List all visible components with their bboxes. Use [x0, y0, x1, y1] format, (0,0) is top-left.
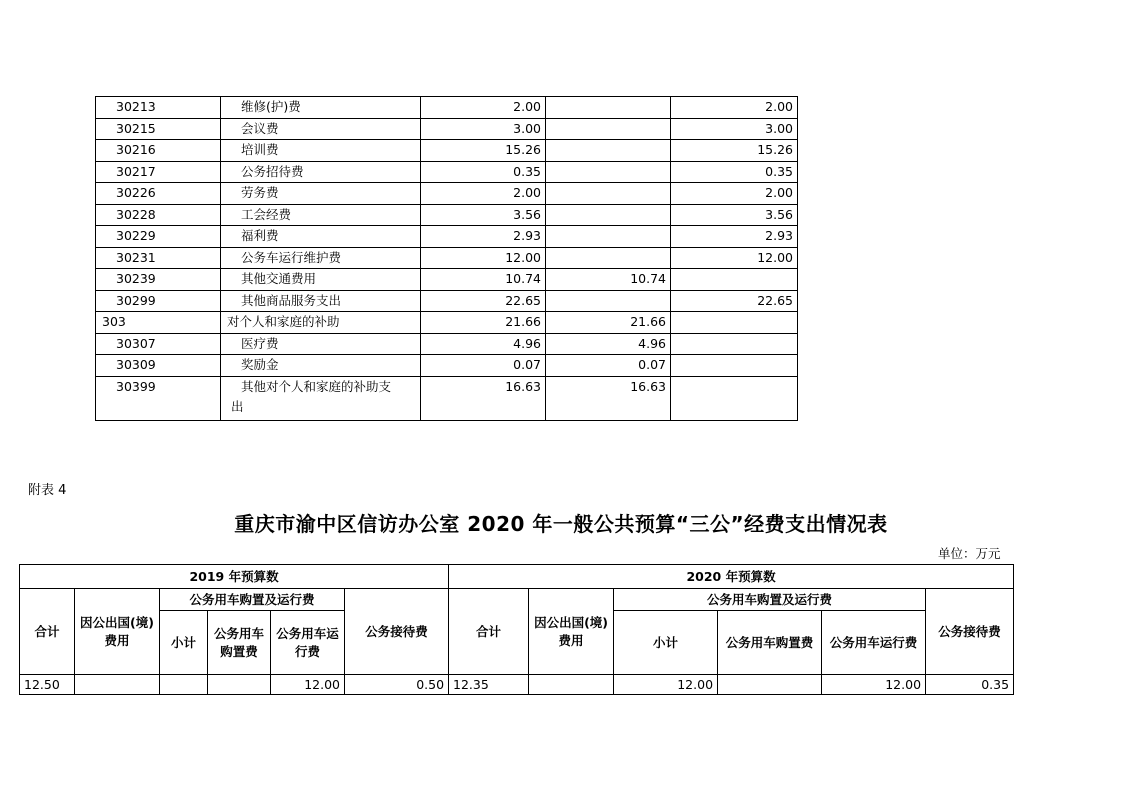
- cell-car-run-2020: 12.00: [822, 675, 926, 695]
- row-project-text: 3.56: [765, 206, 793, 222]
- row-name-text: 维修(护)费: [241, 99, 301, 114]
- table-row: [96, 226, 798, 248]
- header-subtotal-2020: 小计: [614, 611, 718, 675]
- row-code-text: 30217: [116, 163, 156, 179]
- row-name-text: 会议费: [241, 120, 279, 136]
- header-2019: 2019 年预算数: [20, 565, 449, 589]
- header-reception-2020: 公务接待费: [926, 589, 1014, 675]
- row-name-text: 其他对个人和家庭的补助支: [241, 378, 392, 394]
- row-basic: [546, 183, 671, 205]
- table-row: [96, 333, 798, 355]
- row-code-text: 30299: [116, 292, 156, 308]
- row-code: [96, 226, 221, 248]
- cell-car-run-2019: 12.00: [271, 675, 345, 695]
- page-title: 重庆市渝中区信访办公室 2020 年一般公共预算“三公”经费支出情况表: [234, 512, 888, 536]
- row-project: [671, 226, 798, 248]
- row-name: [221, 355, 421, 377]
- row-project: [671, 161, 798, 183]
- row-name-text: 奖励金: [241, 357, 279, 372]
- unit-label: 单位：万元: [938, 546, 1001, 561]
- row-total: [421, 269, 546, 291]
- table-row: [96, 140, 798, 162]
- three-public-expenses-table: [19, 564, 1014, 695]
- row-total: [421, 290, 546, 312]
- row-project: [671, 355, 798, 377]
- row-name-text: 劳务费: [241, 185, 279, 200]
- row-basic-text: 16.63: [630, 378, 666, 394]
- row-code: [96, 97, 221, 119]
- row-basic: [546, 376, 671, 420]
- row-total: [421, 376, 546, 420]
- row-name-continuation: 出: [231, 398, 244, 414]
- row-name: [221, 97, 421, 119]
- header-2020: 2020 年预算数: [449, 565, 1014, 589]
- row-basic: [546, 140, 671, 162]
- row-code: [96, 204, 221, 226]
- row-basic: [546, 247, 671, 269]
- row-name: [221, 290, 421, 312]
- row-total-text: 16.63: [505, 378, 541, 394]
- row-basic: [546, 333, 671, 355]
- row-total-text: 0.35: [513, 163, 541, 179]
- row-total: [421, 97, 546, 119]
- row-basic: [546, 226, 671, 248]
- row-total-text: 2.00: [513, 185, 541, 200]
- row-project: [671, 97, 798, 119]
- header-subtotal-2019: 小计: [160, 611, 208, 675]
- row-name-text: 医疗费: [241, 335, 279, 351]
- annex-label: 附表 4: [28, 483, 67, 498]
- row-code-text: 30309: [116, 357, 156, 372]
- row-basic: [546, 161, 671, 183]
- row-project-text: 2.93: [765, 228, 793, 243]
- row-code-text: 30229: [116, 228, 156, 243]
- row-code-text: 303: [102, 314, 126, 329]
- row-basic: [546, 97, 671, 119]
- table-row: [96, 183, 798, 205]
- table-row: [96, 376, 798, 420]
- row-code: [96, 333, 221, 355]
- cell-subtotal-2020: 12.00: [614, 675, 718, 695]
- row-name-text: 培训费: [241, 142, 279, 157]
- header-reception-2019: 公务接待费: [345, 589, 449, 675]
- row-total-text: 0.07: [513, 357, 541, 372]
- row-basic: [546, 290, 671, 312]
- table-row: [96, 118, 798, 140]
- table-row: [96, 269, 798, 291]
- row-total-text: 2.00: [513, 99, 541, 114]
- row-code-text: 30399: [116, 378, 156, 394]
- expenditure-detail-table: [95, 96, 798, 421]
- row-total: [421, 204, 546, 226]
- row-code-text: 30239: [116, 271, 156, 286]
- row-code-text: 30215: [116, 120, 156, 136]
- row-name: [221, 269, 421, 291]
- row-project-text: 2.00: [765, 185, 793, 200]
- row-code-text: 30228: [116, 206, 156, 222]
- row-basic: [546, 312, 671, 334]
- row-code: [96, 312, 221, 334]
- header-car-group-2019: 公务用车购置及运行费: [160, 589, 345, 611]
- row-name-text: 公务车运行维护费: [241, 249, 342, 265]
- table-row: [96, 161, 798, 183]
- header-car-run-2020: 公务用车运行费: [822, 611, 926, 675]
- row-total: [421, 333, 546, 355]
- row-total: [421, 118, 546, 140]
- row-project-text: 3.00: [765, 120, 793, 136]
- row-name: [221, 312, 421, 334]
- row-total-text: 3.56: [513, 206, 541, 222]
- cell-abroad-2019: [75, 675, 160, 695]
- row-total-text: 12.00: [505, 249, 541, 265]
- row-total: [421, 312, 546, 334]
- row-project: [671, 204, 798, 226]
- row-name-text: 工会经费: [241, 206, 292, 222]
- row-project: [671, 118, 798, 140]
- row-name: [221, 183, 421, 205]
- row-total-text: 10.74: [505, 271, 541, 286]
- row-code-text: 30216: [116, 142, 156, 157]
- row-project: [671, 312, 798, 334]
- row-total-text: 3.00: [513, 120, 541, 136]
- row-name-text: 公务招待费: [241, 163, 304, 179]
- row-name-text: 其他商品服务支出: [241, 292, 342, 308]
- header-car-purchase-2020: 公务用车购置费: [718, 611, 822, 675]
- header-car-group-2020: 公务用车购置及运行费: [614, 589, 926, 611]
- header-abroad-2020: 因公出国(境)费用: [529, 589, 614, 675]
- row-code: [96, 118, 221, 140]
- row-project-text: 2.00: [765, 99, 793, 114]
- header-car-run-2019: 公务用车运行费: [271, 611, 345, 675]
- row-basic-text: 0.07: [638, 357, 666, 372]
- row-code: [96, 269, 221, 291]
- cell-reception-2019: 0.50: [345, 675, 449, 695]
- table-row: [96, 97, 798, 119]
- row-project-text: 12.00: [757, 249, 793, 265]
- row-total-text: 21.66: [505, 314, 541, 329]
- row-name-text: 对个人和家庭的补助: [227, 314, 340, 329]
- row-project: [671, 247, 798, 269]
- row-project: [671, 140, 798, 162]
- row-code-text: 30307: [116, 335, 156, 351]
- row-code: [96, 376, 221, 420]
- row-total-text: 2.93: [513, 228, 541, 243]
- row-project: [671, 290, 798, 312]
- header-total-2019: 合计: [20, 589, 75, 675]
- cell-abroad-2020: [529, 675, 614, 695]
- row-project: [671, 376, 798, 420]
- row-basic: [546, 269, 671, 291]
- row-basic: [546, 355, 671, 377]
- cell-total-2019: 12.50: [20, 675, 75, 695]
- cell-car-purchase-2020: [718, 675, 822, 695]
- row-total: [421, 161, 546, 183]
- row-basic: [546, 118, 671, 140]
- row-code-text: 30231: [116, 249, 156, 265]
- row-basic-text: 10.74: [630, 271, 666, 286]
- header-abroad-2019: 因公出国(境)费用: [75, 589, 160, 675]
- row-basic-text: 21.66: [630, 314, 666, 329]
- cell-car-purchase-2019: [208, 675, 271, 695]
- row-project: [671, 333, 798, 355]
- table-row: [96, 355, 798, 377]
- table-row: [96, 312, 798, 334]
- row-total: [421, 140, 546, 162]
- row-code: [96, 247, 221, 269]
- row-code-text: 30226: [116, 185, 156, 200]
- row-name: [221, 118, 421, 140]
- row-total: [421, 247, 546, 269]
- header-total-2020: 合计: [449, 589, 529, 675]
- row-name: [221, 247, 421, 269]
- row-name: [221, 226, 421, 248]
- row-basic-text: 4.96: [638, 335, 666, 351]
- row-total: [421, 355, 546, 377]
- row-total-text: 4.96: [513, 335, 541, 351]
- row-code: [96, 355, 221, 377]
- table-row: [96, 247, 798, 269]
- row-name: [221, 333, 421, 355]
- row-name-text: 其他交通费用: [241, 271, 317, 286]
- row-project-text: 15.26: [757, 142, 793, 157]
- cell-subtotal-2019: [160, 675, 208, 695]
- cell-total-2020: 12.35: [449, 675, 529, 695]
- header-car-purchase-2019: 公务用车购置费: [208, 611, 271, 675]
- row-name: [221, 161, 421, 183]
- row-total-text: 15.26: [505, 142, 541, 157]
- row-code: [96, 140, 221, 162]
- table-row: [96, 290, 798, 312]
- row-total-text: 22.65: [505, 292, 541, 308]
- row-code-text: 30213: [116, 99, 156, 114]
- row-project-text: 0.35: [765, 163, 793, 179]
- table-row: [96, 204, 798, 226]
- row-name: [221, 204, 421, 226]
- row-code: [96, 161, 221, 183]
- row-project: [671, 269, 798, 291]
- row-basic: [546, 204, 671, 226]
- row-code: [96, 183, 221, 205]
- row-code: [96, 290, 221, 312]
- row-project-text: 22.65: [757, 292, 793, 308]
- row-name: [221, 376, 421, 420]
- row-total: [421, 183, 546, 205]
- row-name: [221, 140, 421, 162]
- row-name-text: 福利费: [241, 228, 279, 243]
- cell-reception-2020: 0.35: [926, 675, 1014, 695]
- row-total: [421, 226, 546, 248]
- row-project: [671, 183, 798, 205]
